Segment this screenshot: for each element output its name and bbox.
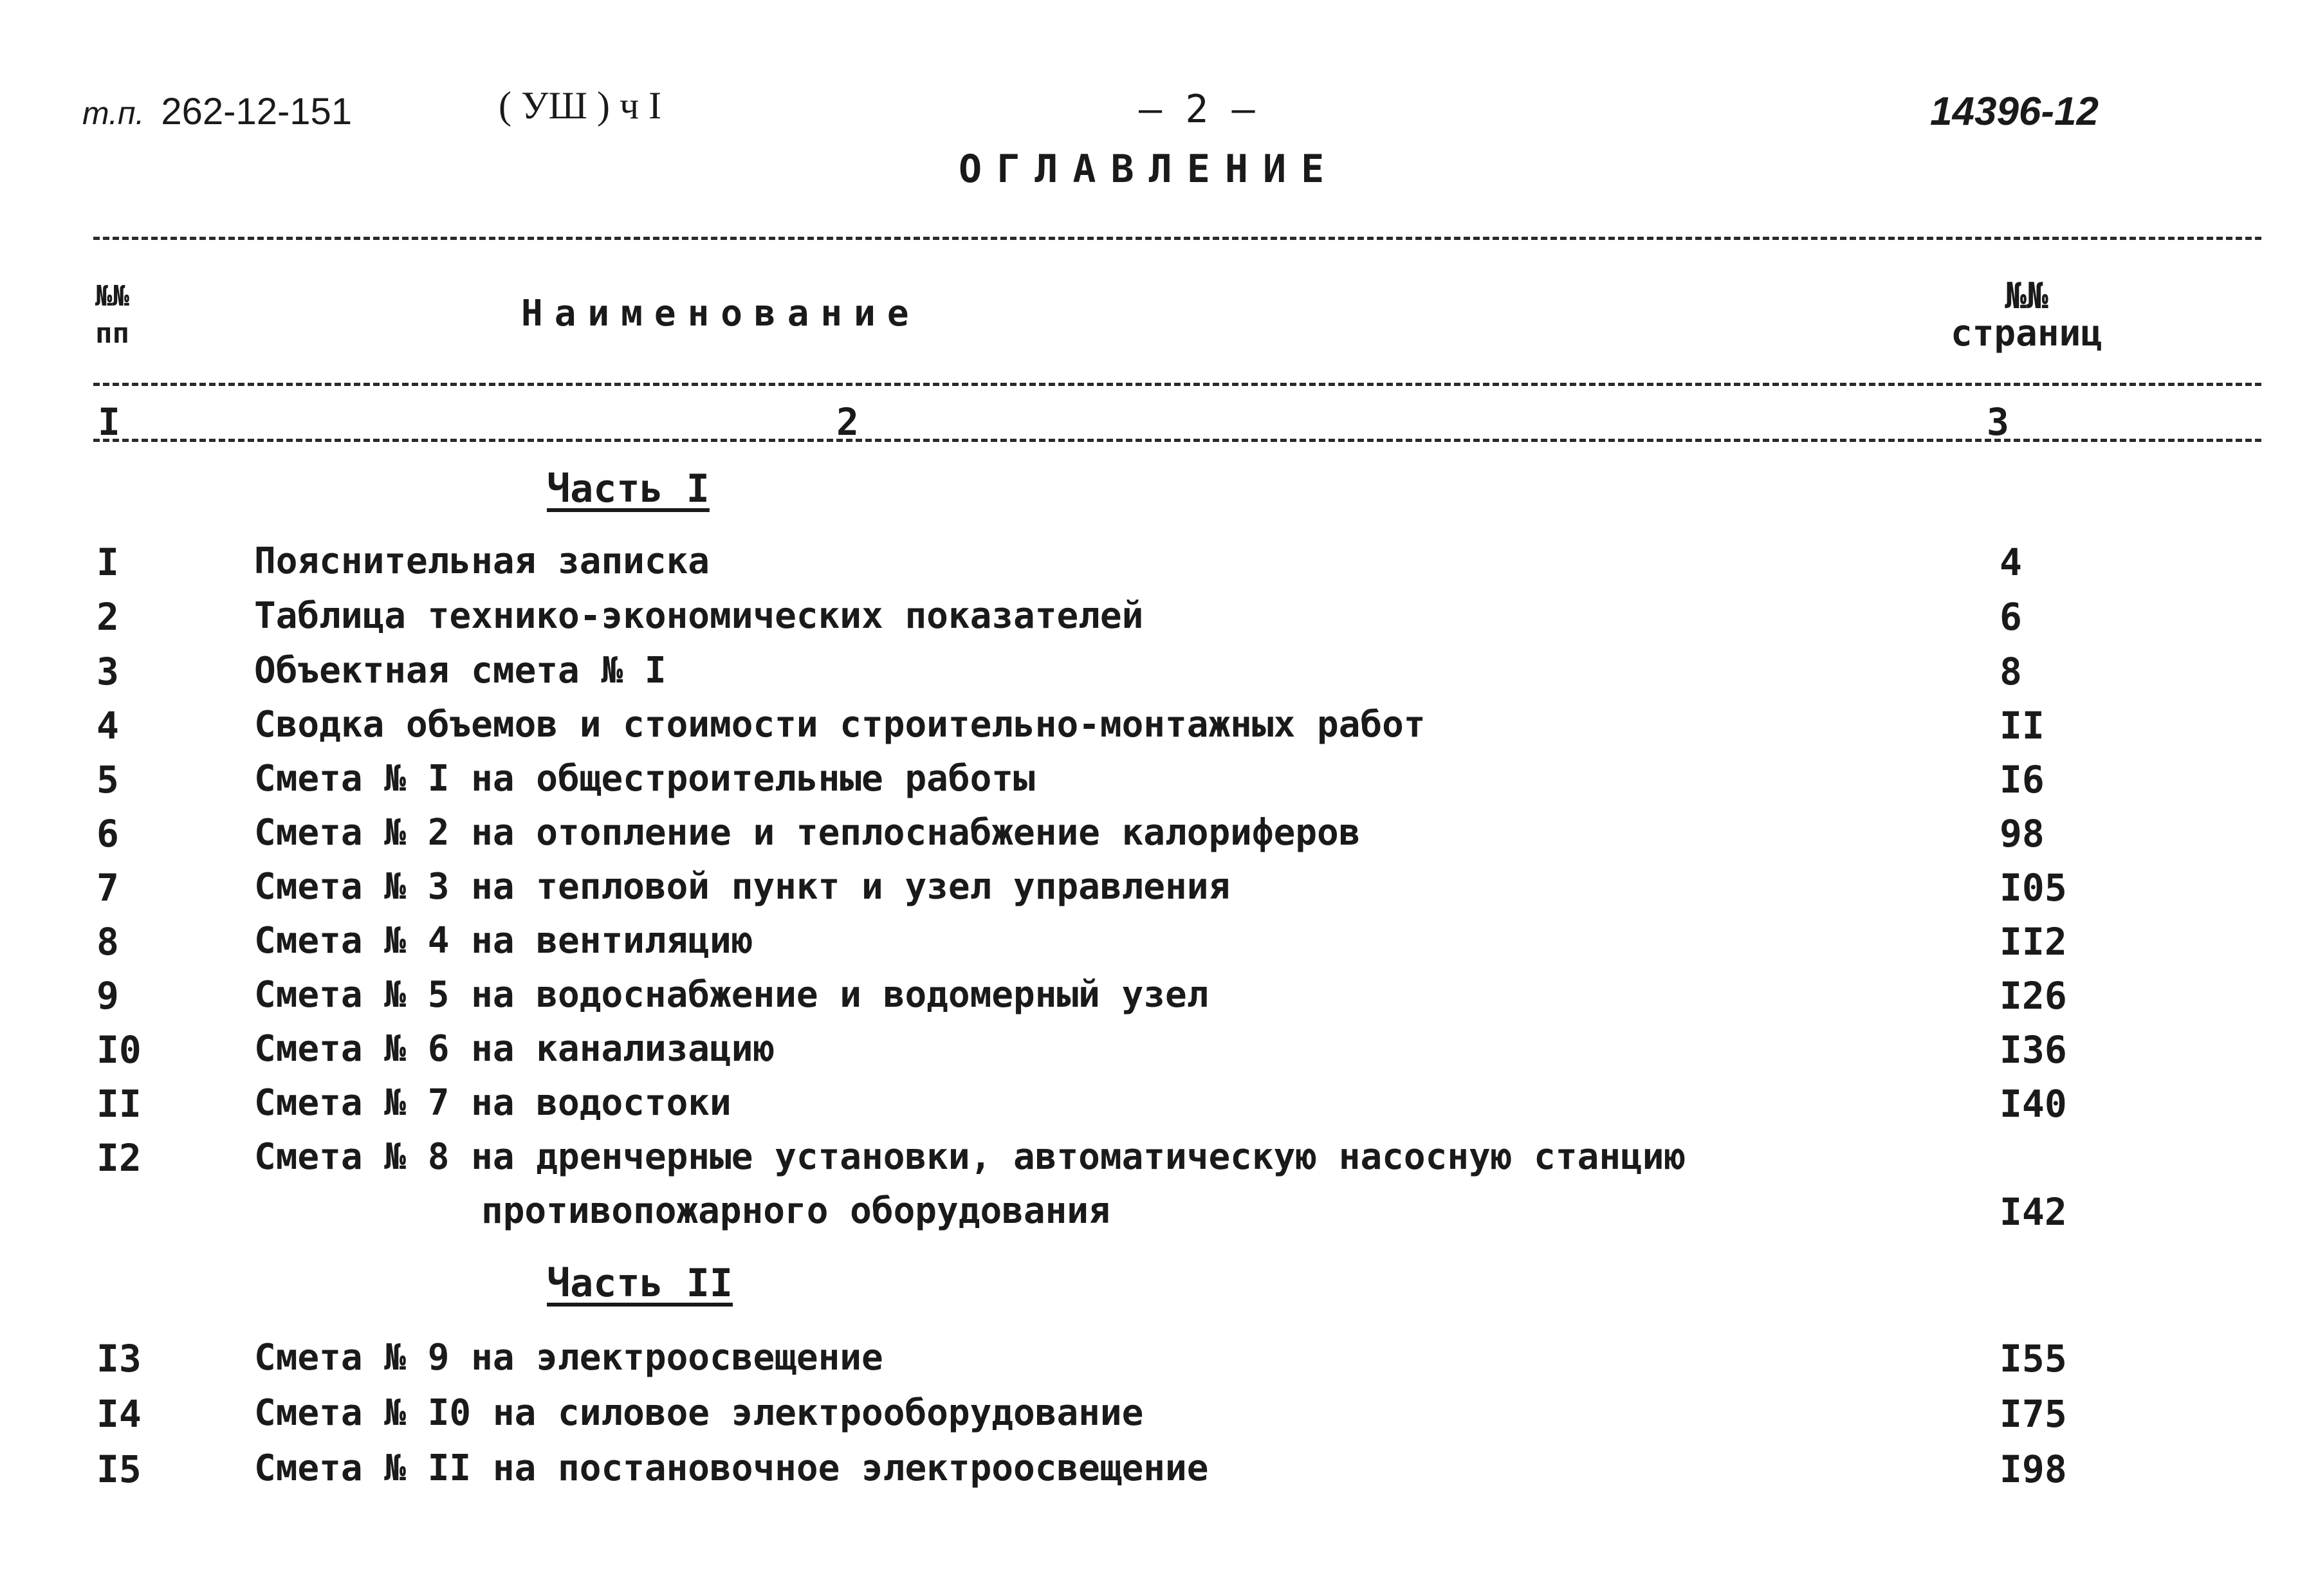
row-name: Сводка объемов и стоимости строительно-монтажных работ	[254, 704, 1426, 746]
row-page: I40	[2000, 1082, 2067, 1126]
row-name: Смета № I на общестроительные работы	[254, 758, 1035, 800]
divider-mid	[93, 383, 2261, 386]
row-number: I	[97, 540, 119, 584]
row-page: I75	[2000, 1392, 2067, 1436]
row-page: 98	[2000, 812, 2045, 856]
column-index-1: I	[98, 400, 120, 444]
row-number: I2	[97, 1136, 142, 1180]
row-page: I26	[2000, 974, 2067, 1018]
row-page: I55	[2000, 1337, 2067, 1380]
row-page: 6	[2000, 595, 2022, 639]
row-page: 4	[2000, 540, 2022, 584]
row-number: II	[97, 1082, 142, 1126]
row-page: II	[2000, 704, 2045, 748]
part-2-heading: Часть II	[547, 1261, 733, 1306]
row-number: 7	[97, 866, 119, 910]
row-name: Смета № 2 на отопление и теплоснабжение калориферов	[254, 812, 1361, 854]
row-name: Смета № I0 на силовое электрооборудование	[254, 1392, 1144, 1434]
divider-index	[93, 439, 2261, 442]
row-number: 8	[97, 920, 119, 964]
row-name: Смета № 3 на тепловой пункт и узел управления	[254, 866, 1231, 908]
row-name-continuation: противопожарного оборудования	[481, 1190, 1110, 1232]
column-index-2: 2	[836, 400, 859, 444]
row-number: I5	[97, 1447, 142, 1491]
document-title: ОГЛАВЛЕНИЕ	[959, 147, 1339, 192]
row-number: I4	[97, 1392, 142, 1436]
row-name: Объектная смета № I	[254, 650, 667, 692]
row-page: I6	[2000, 758, 2045, 802]
row-page: I05	[2000, 866, 2067, 910]
row-name: Смета № 8 на дренчерные установки, автоматическую насосную станцию	[254, 1136, 1686, 1178]
project-code-value: 262-12-151	[161, 91, 353, 133]
row-name: Смета № 5 на водоснабжение и водомерный узел	[254, 974, 1209, 1016]
row-name: Смета № II на постановочное электроосвещение	[254, 1447, 1209, 1489]
row-number: 5	[97, 758, 119, 802]
column-header-name: Наименование	[521, 293, 921, 335]
row-page: I98	[2000, 1447, 2067, 1491]
row-number: I3	[97, 1337, 142, 1380]
row-number: 2	[97, 595, 119, 639]
row-number: 9	[97, 974, 119, 1018]
row-name: Смета № 9 на электроосвещение	[254, 1337, 883, 1379]
row-number: I0	[97, 1028, 142, 1072]
column-header-number: №№ пп	[95, 280, 129, 350]
row-name: Смета № 4 на вентиляцию	[254, 920, 753, 962]
row-name: Пояснительная записка	[254, 540, 710, 582]
column-header-pages: №№ страниц	[1950, 275, 2102, 354]
part-1-heading: Часть I	[547, 466, 710, 511]
column-index-3: 3	[1987, 400, 2009, 444]
row-name: Таблица технико-экономических показателей	[254, 595, 1144, 637]
page-number: – 2 –	[1139, 87, 1255, 132]
row-name: Смета № 6 на канализацию	[254, 1028, 775, 1070]
archive-number: 14396-12	[1930, 89, 2099, 134]
row-page: I42	[2000, 1190, 2067, 1234]
row-number: 6	[97, 812, 119, 856]
tp-prefix: т.п.	[82, 95, 145, 131]
row-number: 3	[97, 650, 119, 693]
row-page: II2	[2000, 920, 2067, 964]
row-page: I36	[2000, 1028, 2067, 1072]
project-code	[82, 90, 352, 133]
row-number: 4	[97, 704, 119, 748]
row-name: Смета № 7 на водостоки	[254, 1082, 731, 1124]
part-mark: ( УШ ) ч I	[499, 84, 662, 127]
row-page: 8	[2000, 650, 2022, 693]
divider-top	[93, 237, 2261, 240]
